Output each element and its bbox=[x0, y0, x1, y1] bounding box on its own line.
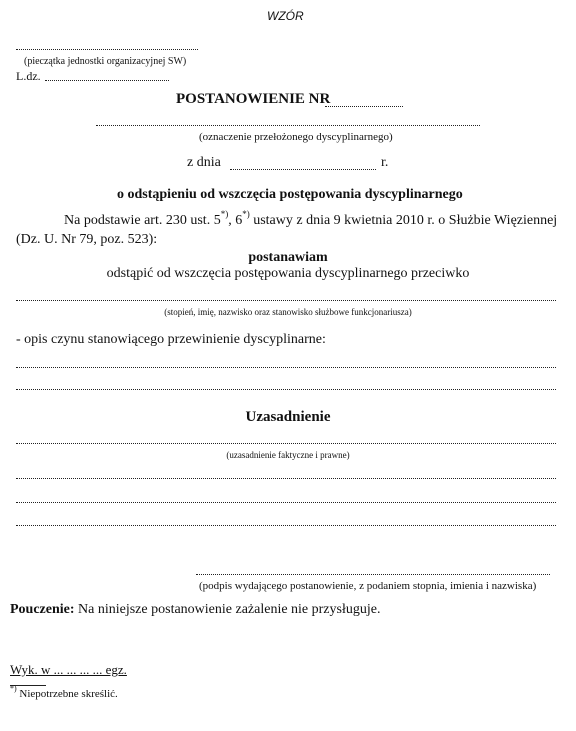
date-field[interactable] bbox=[230, 169, 376, 170]
footnote bbox=[10, 684, 118, 700]
document-subject: o odstąpieniu od wszczęcia postępowania dyscyplinarnego bbox=[117, 187, 463, 202]
copies-count: Wyk. w ... ... ... ... egz. bbox=[10, 662, 127, 677]
justification-caption: (uzasadnienie faktyczne i prawne) bbox=[226, 450, 350, 460]
document-title: POSTANOWIENIE NR bbox=[176, 91, 331, 107]
footnote-mark: *) bbox=[10, 684, 17, 694]
notice-text: Na niniejsze postanowienie zażalenie nie przysługuje. bbox=[74, 602, 381, 617]
date-suffix: r. bbox=[381, 155, 389, 170]
officer-field[interactable] bbox=[16, 300, 556, 301]
act-description-label: - opis czynu stanowiącego przewinienie dyscyplinarne: bbox=[16, 332, 326, 347]
legal-basis-text-a: Na podstawie art. 230 ust. 5 bbox=[64, 213, 221, 228]
stamp-caption: (pieczątka jednostki organizacyjnej SW) bbox=[24, 56, 187, 67]
notice-label: Pouczenie: bbox=[10, 602, 75, 617]
footnote-text: Niepotrzebne skreślić. bbox=[16, 688, 118, 700]
date-label: z dnia bbox=[187, 155, 221, 170]
justification-field-2[interactable] bbox=[16, 478, 556, 479]
decision-heading: postanawiam bbox=[248, 250, 328, 265]
decision-text: odstąpić od wszczęcia postępowania dyscyplinarnego przeciwko bbox=[106, 266, 470, 281]
justification-field-3[interactable] bbox=[16, 502, 556, 503]
legal-basis-line-2: (Dz. U. Nr 79, poz. 523): bbox=[16, 232, 158, 247]
ldz-label: L.dz. bbox=[16, 69, 41, 83]
ldz-field[interactable] bbox=[45, 80, 169, 81]
act-description-field-2[interactable] bbox=[16, 389, 556, 390]
notice bbox=[10, 602, 380, 618]
legal-basis-text-b: , 6 bbox=[228, 213, 243, 228]
document-number-field[interactable] bbox=[325, 106, 403, 107]
officer-caption: (stopień, imię, nazwisko oraz stanowisko służbowe funkcjonariusza) bbox=[164, 307, 412, 317]
justification-field-1[interactable] bbox=[16, 443, 556, 444]
act-description-field-1[interactable] bbox=[16, 367, 556, 368]
template-label: WZÓR bbox=[267, 9, 304, 23]
footnote-ref-1: *) bbox=[220, 209, 229, 220]
superior-line[interactable] bbox=[96, 125, 480, 126]
justification-heading: Uzasadnienie bbox=[245, 409, 331, 425]
signature-field[interactable] bbox=[196, 574, 550, 575]
legal-basis-line-1 bbox=[64, 209, 558, 229]
stamp-line bbox=[16, 49, 198, 50]
justification-field-4[interactable] bbox=[16, 525, 556, 526]
signature-caption: (podpis wydającego postanowienie, z podaniem stopnia, imienia i nazwiska) bbox=[199, 580, 537, 592]
legal-basis-text-c: ustawy z dnia 9 kwietnia 2010 r. o Służbie Więziennej bbox=[249, 213, 558, 228]
footnote-ref-2: *) bbox=[242, 209, 250, 220]
superior-caption: (oznaczenie przełożonego dyscyplinarnego) bbox=[199, 131, 393, 143]
